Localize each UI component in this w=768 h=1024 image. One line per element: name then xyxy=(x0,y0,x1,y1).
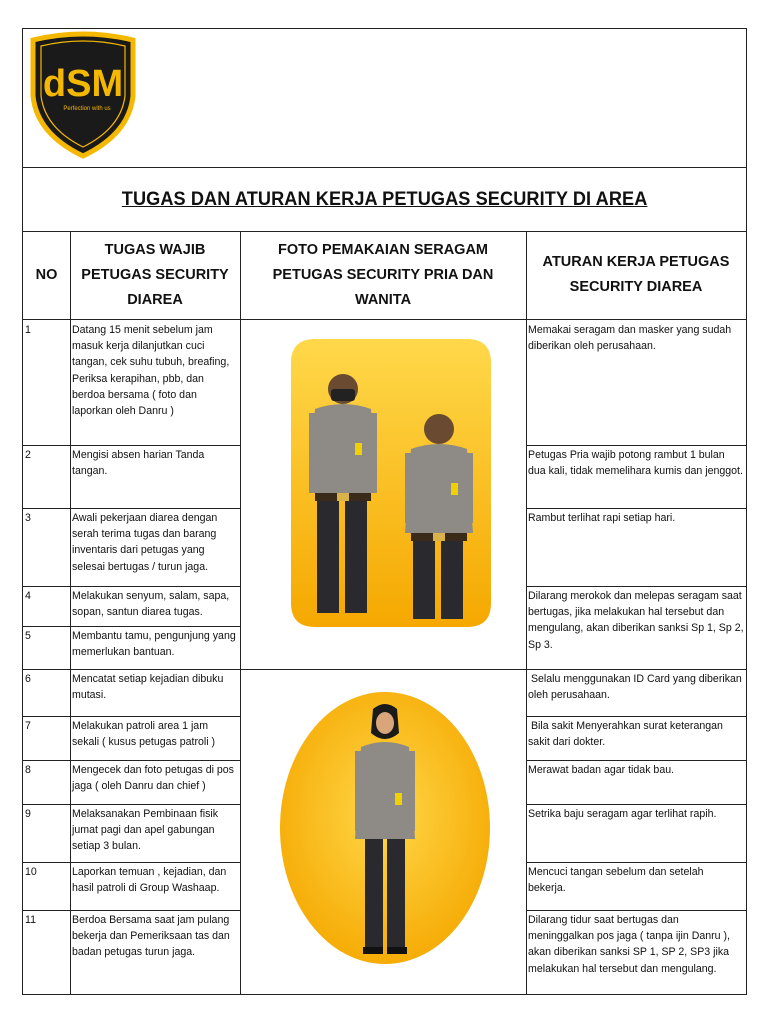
aturan-cell: Selalu menggunakan ID Card yang diberikan oleh perusahaan. xyxy=(528,673,745,702)
row-number: 5 xyxy=(25,630,31,642)
grid-line xyxy=(23,910,240,911)
tugas-cell: Awali pekerjaan diarea dengan serah terima tugas dan barang inventaris dari petugas yang selesai bertugas / turun jaga. xyxy=(72,512,218,573)
tugas-cell: Melaksanakan Pembinaan fisik jumat pagi dan apel gabungan setiap 3 bulan. xyxy=(72,808,219,853)
header-foto: FOTO PEMAKAIAN SERAGAM PETUGAS SECURITY PRIA DAN WANITA xyxy=(272,241,494,308)
tugas-cell: Berdoa Bersama saat jam pulang bekerja dan Pemeriksaan tas dan badan petugas turun jaga. xyxy=(72,914,230,959)
grid-line xyxy=(70,231,71,995)
logo-text: dSM xyxy=(42,63,124,105)
grid-line xyxy=(23,445,240,446)
aturan-cell: Dilarang merokok dan melepas seragam saat bertugas, jika melakukan hal tersebut dan mengulang, akan diberikan sanksi Sp 1, Sp 2, Sp 3. xyxy=(528,590,744,651)
tugas-cell: Mengisi absen harian Tanda tangan. xyxy=(72,449,205,478)
grid-line xyxy=(23,669,240,670)
aturan-cell: Mencuci tangan sebelum dan setelah bekerja. xyxy=(528,866,704,895)
grid-line xyxy=(23,319,746,320)
row-number: 8 xyxy=(25,764,31,776)
aturan-cell: Merawat badan agar tidak bau. xyxy=(528,764,675,776)
tugas-cell: Melakukan patroli area 1 jam sekali ( kusus petugas patroli ) xyxy=(72,720,216,749)
grid-line xyxy=(526,669,746,670)
header-tugas: TUGAS WAJIB PETUGAS SECURITY DIAREA xyxy=(81,241,229,308)
grid-line xyxy=(23,804,240,805)
grid-line xyxy=(526,508,746,509)
tugas-cell: Melakukan senyum, salam, sapa, sopan, santun diarea tugas. xyxy=(72,590,230,619)
grid-line xyxy=(526,231,527,995)
grid-line xyxy=(240,231,241,995)
aturan-cell: Memakai seragam dan masker yang sudah diberikan oleh perusahaan. xyxy=(528,324,732,353)
dsm-logo xyxy=(25,30,141,160)
logo-row xyxy=(23,29,746,168)
title-row xyxy=(23,167,746,232)
row-number: 11 xyxy=(25,914,36,926)
grid-line xyxy=(23,862,240,863)
aturan-cell: Setrika baju seragam agar terlihat rapih. xyxy=(528,808,717,820)
grid-line xyxy=(526,862,746,863)
grid-line xyxy=(240,669,526,670)
header-aturan: ATURAN KERJA PETUGAS SECURITY DIAREA xyxy=(542,254,730,295)
grid-line xyxy=(23,586,240,587)
tugas-cell: Mencatat setiap kejadian dibuku mutasi. xyxy=(72,673,224,702)
aturan-cell: Rambut terlihat rapi setiap hari. xyxy=(528,512,676,524)
row-number: 3 xyxy=(25,512,31,524)
aturan-cell: Bila sakit Menyerahkan surat keterangan sakit dari dokter. xyxy=(528,720,726,749)
grid-line xyxy=(526,445,746,446)
tugas-cell: Mengecek dan foto petugas di pos jaga ( oleh Danru dan chief ) xyxy=(72,764,234,793)
aturan-cell: Petugas Pria wajib potong rambut 1 bulan dua kali, tidak memelihara kumis dan jenggot. xyxy=(528,449,743,478)
row-number: 9 xyxy=(25,808,31,820)
grid-line xyxy=(23,716,240,717)
grid-line xyxy=(526,716,746,717)
row-number: 7 xyxy=(25,720,31,732)
tugas-cell: Membantu tamu, pengunjung yang memerlukan bantuan. xyxy=(72,630,236,659)
grid-line xyxy=(23,508,240,509)
row-number: 10 xyxy=(25,866,37,878)
grid-line xyxy=(526,804,746,805)
male-uniform-photo xyxy=(285,333,497,633)
grid-line xyxy=(526,586,746,587)
tugas-cell: Datang 15 menit sebelum jam masuk kerja dilanjutkan cuci tangan, cek suhu tubuh, breafing, Periksa kerapihan, pbb, dan berdoa bersama ( foto dan laporkan oleh Danru ) xyxy=(72,324,230,418)
row-number: 4 xyxy=(25,590,31,602)
grid-line xyxy=(23,626,240,627)
document-frame xyxy=(22,28,747,995)
grid-line xyxy=(526,760,746,761)
page-title: TUGAS DAN ATURAN KERJA PETUGAS SECURITY DI AREA xyxy=(121,187,648,210)
row-number: 2 xyxy=(25,449,31,461)
row-number: 1 xyxy=(25,324,31,336)
tugas-cell: Laporkan temuan , kejadian, dan hasil patroli di Group Washaap. xyxy=(72,866,227,895)
grid-line xyxy=(526,910,746,911)
grid-line xyxy=(23,760,240,761)
logo-tagline: Perfection with us xyxy=(63,106,111,112)
female-uniform-photo xyxy=(277,689,493,967)
header-no: NO xyxy=(35,266,58,283)
aturan-cell: Dilarang tidur saat bertugas dan meninggalkan pos jaga ( tanpa ijin Danru ), akan diberikan sanksi SP 1, SP 2, SP3 jika melakukan hal tersebut dan mengulang. xyxy=(528,914,730,975)
row-number: 6 xyxy=(25,673,31,685)
